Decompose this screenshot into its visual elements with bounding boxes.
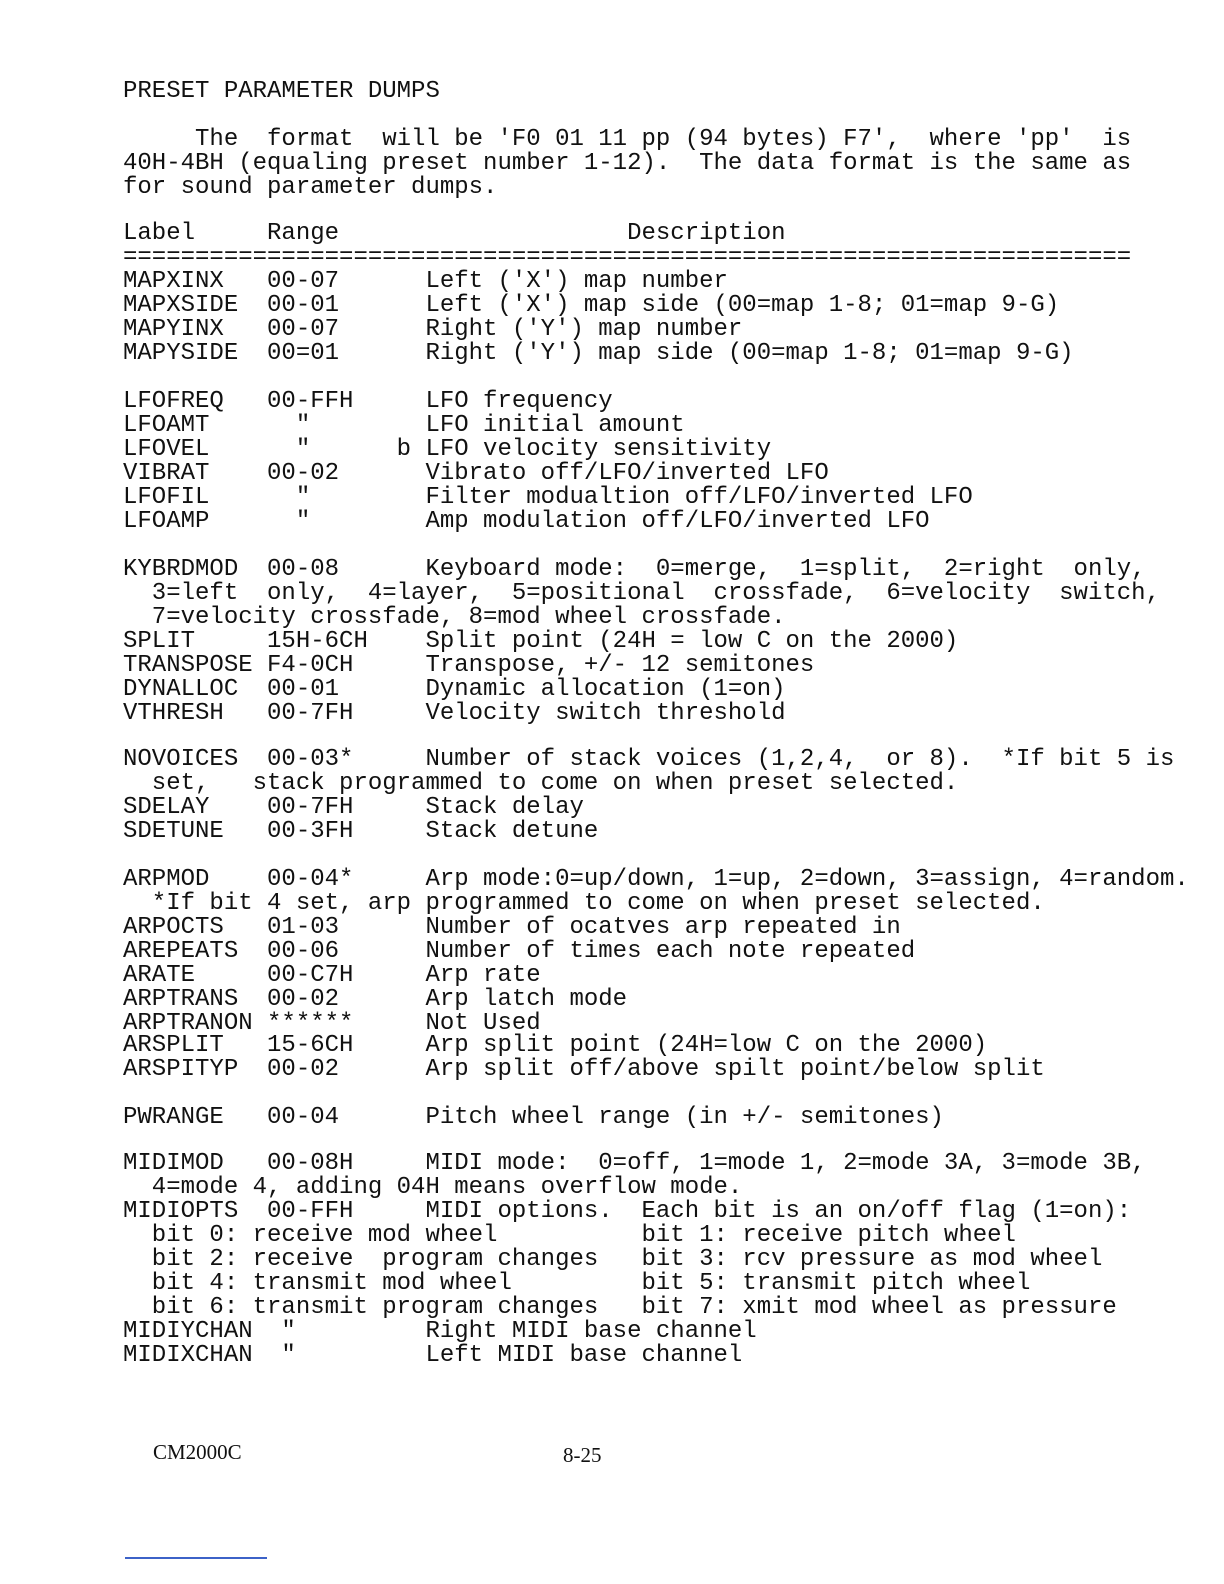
param-row: MAPYINX 00-07 Right ('Y') map number	[123, 316, 743, 343]
param-row: PWRANGE 00-04 Pitch wheel range (in +/- semitones)	[123, 1104, 944, 1131]
bottom-rule	[125, 1557, 267, 1559]
param-row: LFOFREQ 00-FFH LFO frequency	[123, 388, 613, 415]
intro-line: The format will be 'F0 01 11 pp (94 bytes) F7', where 'pp' is	[123, 126, 1132, 153]
param-row: NOVOICES 00-03* Number of stack voices (1,2,4, or 8). *If bit 5 is	[123, 746, 1175, 773]
param-row: ARPOCTS 01-03 Number of ocatves arp repeated in	[123, 914, 901, 941]
intro-line: for sound parameter dumps.	[123, 174, 498, 201]
param-row: AREPEATS 00-06 Number of times each note repeated	[123, 938, 916, 965]
param-row: MIDIMOD 00-08H MIDI mode: 0=off, 1=mode 1, 2=mode 3A, 3=mode 3B,	[123, 1150, 1146, 1177]
table-header-rule: ======================================================================	[123, 244, 1132, 271]
param-row: LFOFIL " Filter modualtion off/LFO/inverted LFO	[123, 484, 973, 511]
param-row-continuation: 3=left only, 4=layer, 5=positional crossfade, 6=velocity switch,	[123, 580, 1160, 607]
param-row: SDELAY 00-7FH Stack delay	[123, 794, 584, 821]
midi-option-bits: bit 2: receive program changes bit 3: rcv pressure as mod wheel	[123, 1246, 1103, 1273]
param-row: MIDIYCHAN " Right MIDI base channel	[123, 1318, 757, 1345]
param-row: DYNALLOC 00-01 Dynamic allocation (1=on)	[123, 676, 786, 703]
param-row: MIDIXCHAN " Left MIDI base channel	[123, 1342, 743, 1369]
footer-page-number: 8-25	[563, 1443, 602, 1467]
param-row-continuation: set, stack programmed to come on when preset selected.	[123, 770, 959, 797]
param-row-continuation: 4=mode 4, adding 04H means overflow mode.	[123, 1174, 743, 1201]
midi-option-bits: bit 0: receive mod wheel bit 1: receive pitch wheel	[123, 1222, 1016, 1249]
param-row: ARATE 00-C7H Arp rate	[123, 962, 541, 989]
param-row-continuation: 7=velocity crossfade, 8=mod wheel crossfade.	[123, 604, 786, 631]
param-row: ARPTRANS 00-02 Arp latch mode	[123, 986, 628, 1013]
intro-line: 40H-4BH (equaling preset number 1-12). The data format is the same as	[123, 150, 1132, 177]
param-row: LFOVEL " b LFO velocity sensitivity	[123, 436, 772, 463]
param-row: MAPXSIDE 00-01 Left ('X') map side (00=map 1-8; 01=map 9-G)	[123, 292, 1060, 319]
param-row: SDETUNE 00-3FH Stack detune	[123, 818, 599, 845]
param-row: MAPYSIDE 00=01 Right ('Y') map side (00=map 1-8; 01=map 9-G)	[123, 340, 1074, 367]
param-row: ARSPITYP 00-02 Arp split off/above spilt point/below split	[123, 1056, 1045, 1083]
table-header: Label Range Description	[123, 220, 786, 247]
param-row: VTHRESH 00-7FH Velocity switch threshold	[123, 700, 786, 727]
param-row: MIDIOPTS 00-FFH MIDI options. Each bit is an on/off flag (1=on):	[123, 1198, 1132, 1225]
param-row: LFOAMP " Amp modulation off/LFO/inverted LFO	[123, 508, 930, 535]
param-row-continuation: *If bit 4 set, arp programmed to come on when preset selected.	[123, 890, 1045, 917]
param-row: VIBRAT 00-02 Vibrato off/LFO/inverted LFO	[123, 460, 829, 487]
param-row: ARSPLIT 15-6CH Arp split point (24H=low C on the 2000)	[123, 1032, 988, 1059]
param-row: SPLIT 15H-6CH Split point (24H = low C on the 2000)	[123, 628, 959, 655]
param-row: ARPTRANON ****** Not Used	[123, 1010, 541, 1037]
param-row: LFOAMT " LFO initial amount	[123, 412, 685, 439]
doc-title: PRESET PARAMETER DUMPS	[123, 78, 440, 105]
param-row: KYBRDMOD 00-08 Keyboard mode: 0=merge, 1=split, 2=right only,	[123, 556, 1146, 583]
midi-option-bits: bit 6: transmit program changes bit 7: xmit mod wheel as pressure	[123, 1294, 1117, 1321]
param-row: ARPMOD 00-04* Arp mode:0=up/down, 1=up, 2=down, 3=assign, 4=random.	[123, 866, 1189, 893]
footer-doc-code: CM2000C	[153, 1440, 242, 1464]
param-row: TRANSPOSE F4-0CH Transpose, +/- 12 semitones	[123, 652, 815, 679]
param-row: MAPXINX 00-07 Left ('X') map number	[123, 268, 728, 295]
midi-option-bits: bit 4: transmit mod wheel bit 5: transmit pitch wheel	[123, 1270, 1031, 1297]
